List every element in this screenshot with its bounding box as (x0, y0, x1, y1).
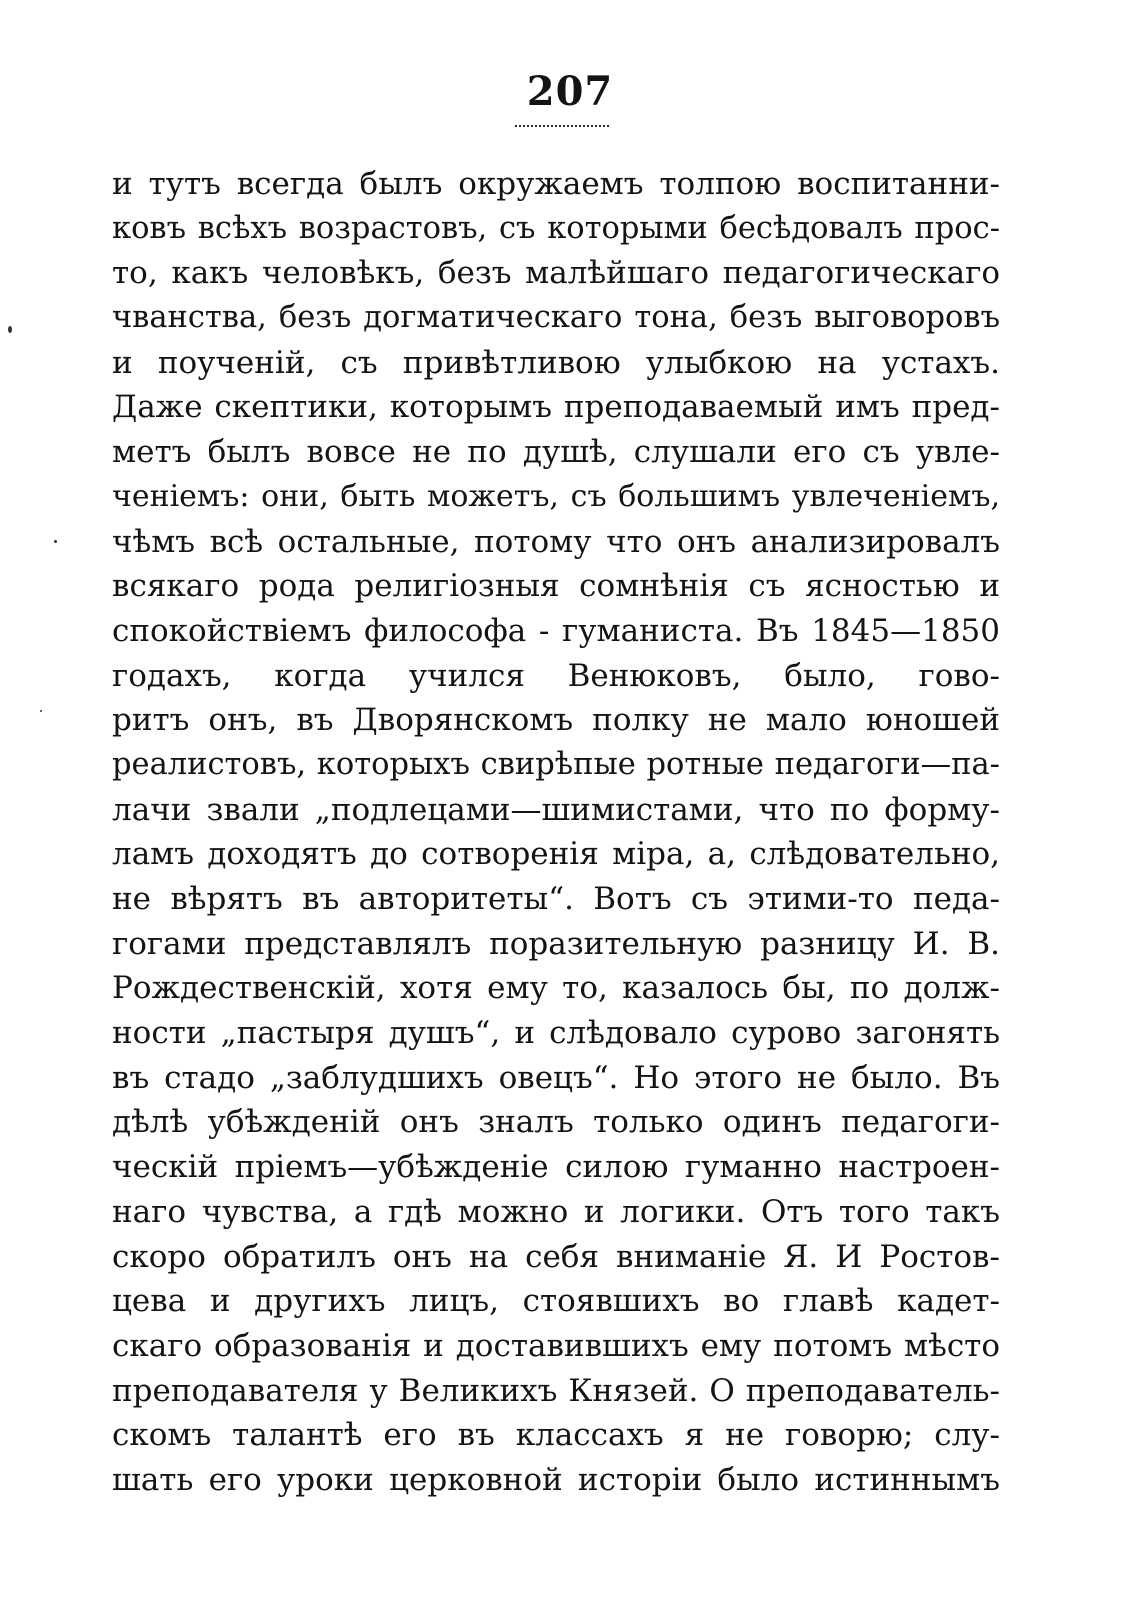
text-line: чѣмъ всѣ остальные, потому что онъ анализировалъ (112, 523, 1000, 560)
text-line: цева и другихъ лицъ, стоявшихъ во главѣ кадет- (112, 1283, 1000, 1320)
text-line: ковъ всѣхъ возрастовъ, съ которыми бесѣдовалъ прос- (112, 210, 1000, 246)
margin-speck (8, 326, 12, 333)
text-line: Даже скептики, которымъ преподаваемый имъ пред- (112, 389, 1000, 426)
text-line: годахъ, когда учился Венюковъ, было, гово- (112, 657, 1000, 694)
text-line: чванства, безъ догматическаго тона, безъ выговоровъ (112, 300, 1000, 336)
text-line: скомъ талантѣ его въ классахъ я не говорю; слу- (112, 1417, 1000, 1454)
text-line: то, какъ человѣкъ, безъ малѣйшаго педагогическаго (112, 255, 1000, 292)
page-number-rule (515, 125, 609, 127)
text-line: ламъ доходятъ до сотворенія міра, а, слѣдовательно, (112, 836, 1000, 873)
text-line: лачи звали „подлецами—шимистами, что по форму- (112, 791, 1000, 828)
text-line: спокойствіемъ философа - гуманиста. Въ 1845—1850 (112, 612, 1000, 649)
margin-speck (54, 540, 57, 543)
text-line: метъ былъ вовсе не по душѣ, слушали его съ увле- (112, 434, 1000, 471)
text-line: въ стадо „заблудшихъ овецъ“. Но этого не было. Въ (112, 1059, 1000, 1096)
text-line: гогами представлялъ поразительную разницу И. В. (112, 925, 1000, 962)
text-line: всякаго рода религіозныя сомнѣнія съ ясностью и (112, 568, 1000, 605)
body-text (112, 162, 1000, 1503)
margin-speck (40, 710, 42, 712)
text-line: скоро обратилъ онъ на себя вниманіе Я. И Ростов- (112, 1238, 1000, 1275)
text-line: ческій пріемъ—убѣжденіе силою гуманно настроен- (112, 1149, 1000, 1186)
text-line: ности „пастыря душъ“, и слѣдовало сурово загонять (112, 1015, 1000, 1052)
text-line: наго чувства, а гдѣ можно и логики. Отъ того такъ (112, 1193, 1000, 1230)
text-line: ритъ онъ, въ Дворянскомъ полку не мало юношей (112, 702, 1000, 739)
text-line: не вѣрятъ въ авторитеты“. Вотъ съ этими-то педа- (112, 881, 1000, 917)
text-line: реалистовъ, которыхъ свирѣпые ротные педагоги—па- (112, 746, 1000, 782)
text-line: шать его уроки церковной исторіи было истиннымъ (112, 1461, 1000, 1498)
text-line: скаго образованія и доставившихъ ему потомъ мѣсто (112, 1327, 1000, 1364)
text-line: дѣлѣ убѣжденій онъ зналъ только одинъ педагоги- (112, 1104, 1000, 1141)
text-line: ченіемъ: они, быть можетъ, съ большимъ увлеченіемъ, (112, 478, 1000, 514)
text-line: преподавателя у Великихъ Князей. О преподаватель- (112, 1372, 1000, 1409)
text-line: и тутъ всегда былъ окружаемъ толпою воспитанни- (112, 166, 1000, 202)
page-number: 207 (526, 68, 614, 115)
text-line: и поученій, съ привѣтливою улыбкою на устахъ. (112, 344, 1000, 381)
text-line: Рождественскій, хотя ему то, казалось бы, по долж- (112, 970, 1000, 1007)
